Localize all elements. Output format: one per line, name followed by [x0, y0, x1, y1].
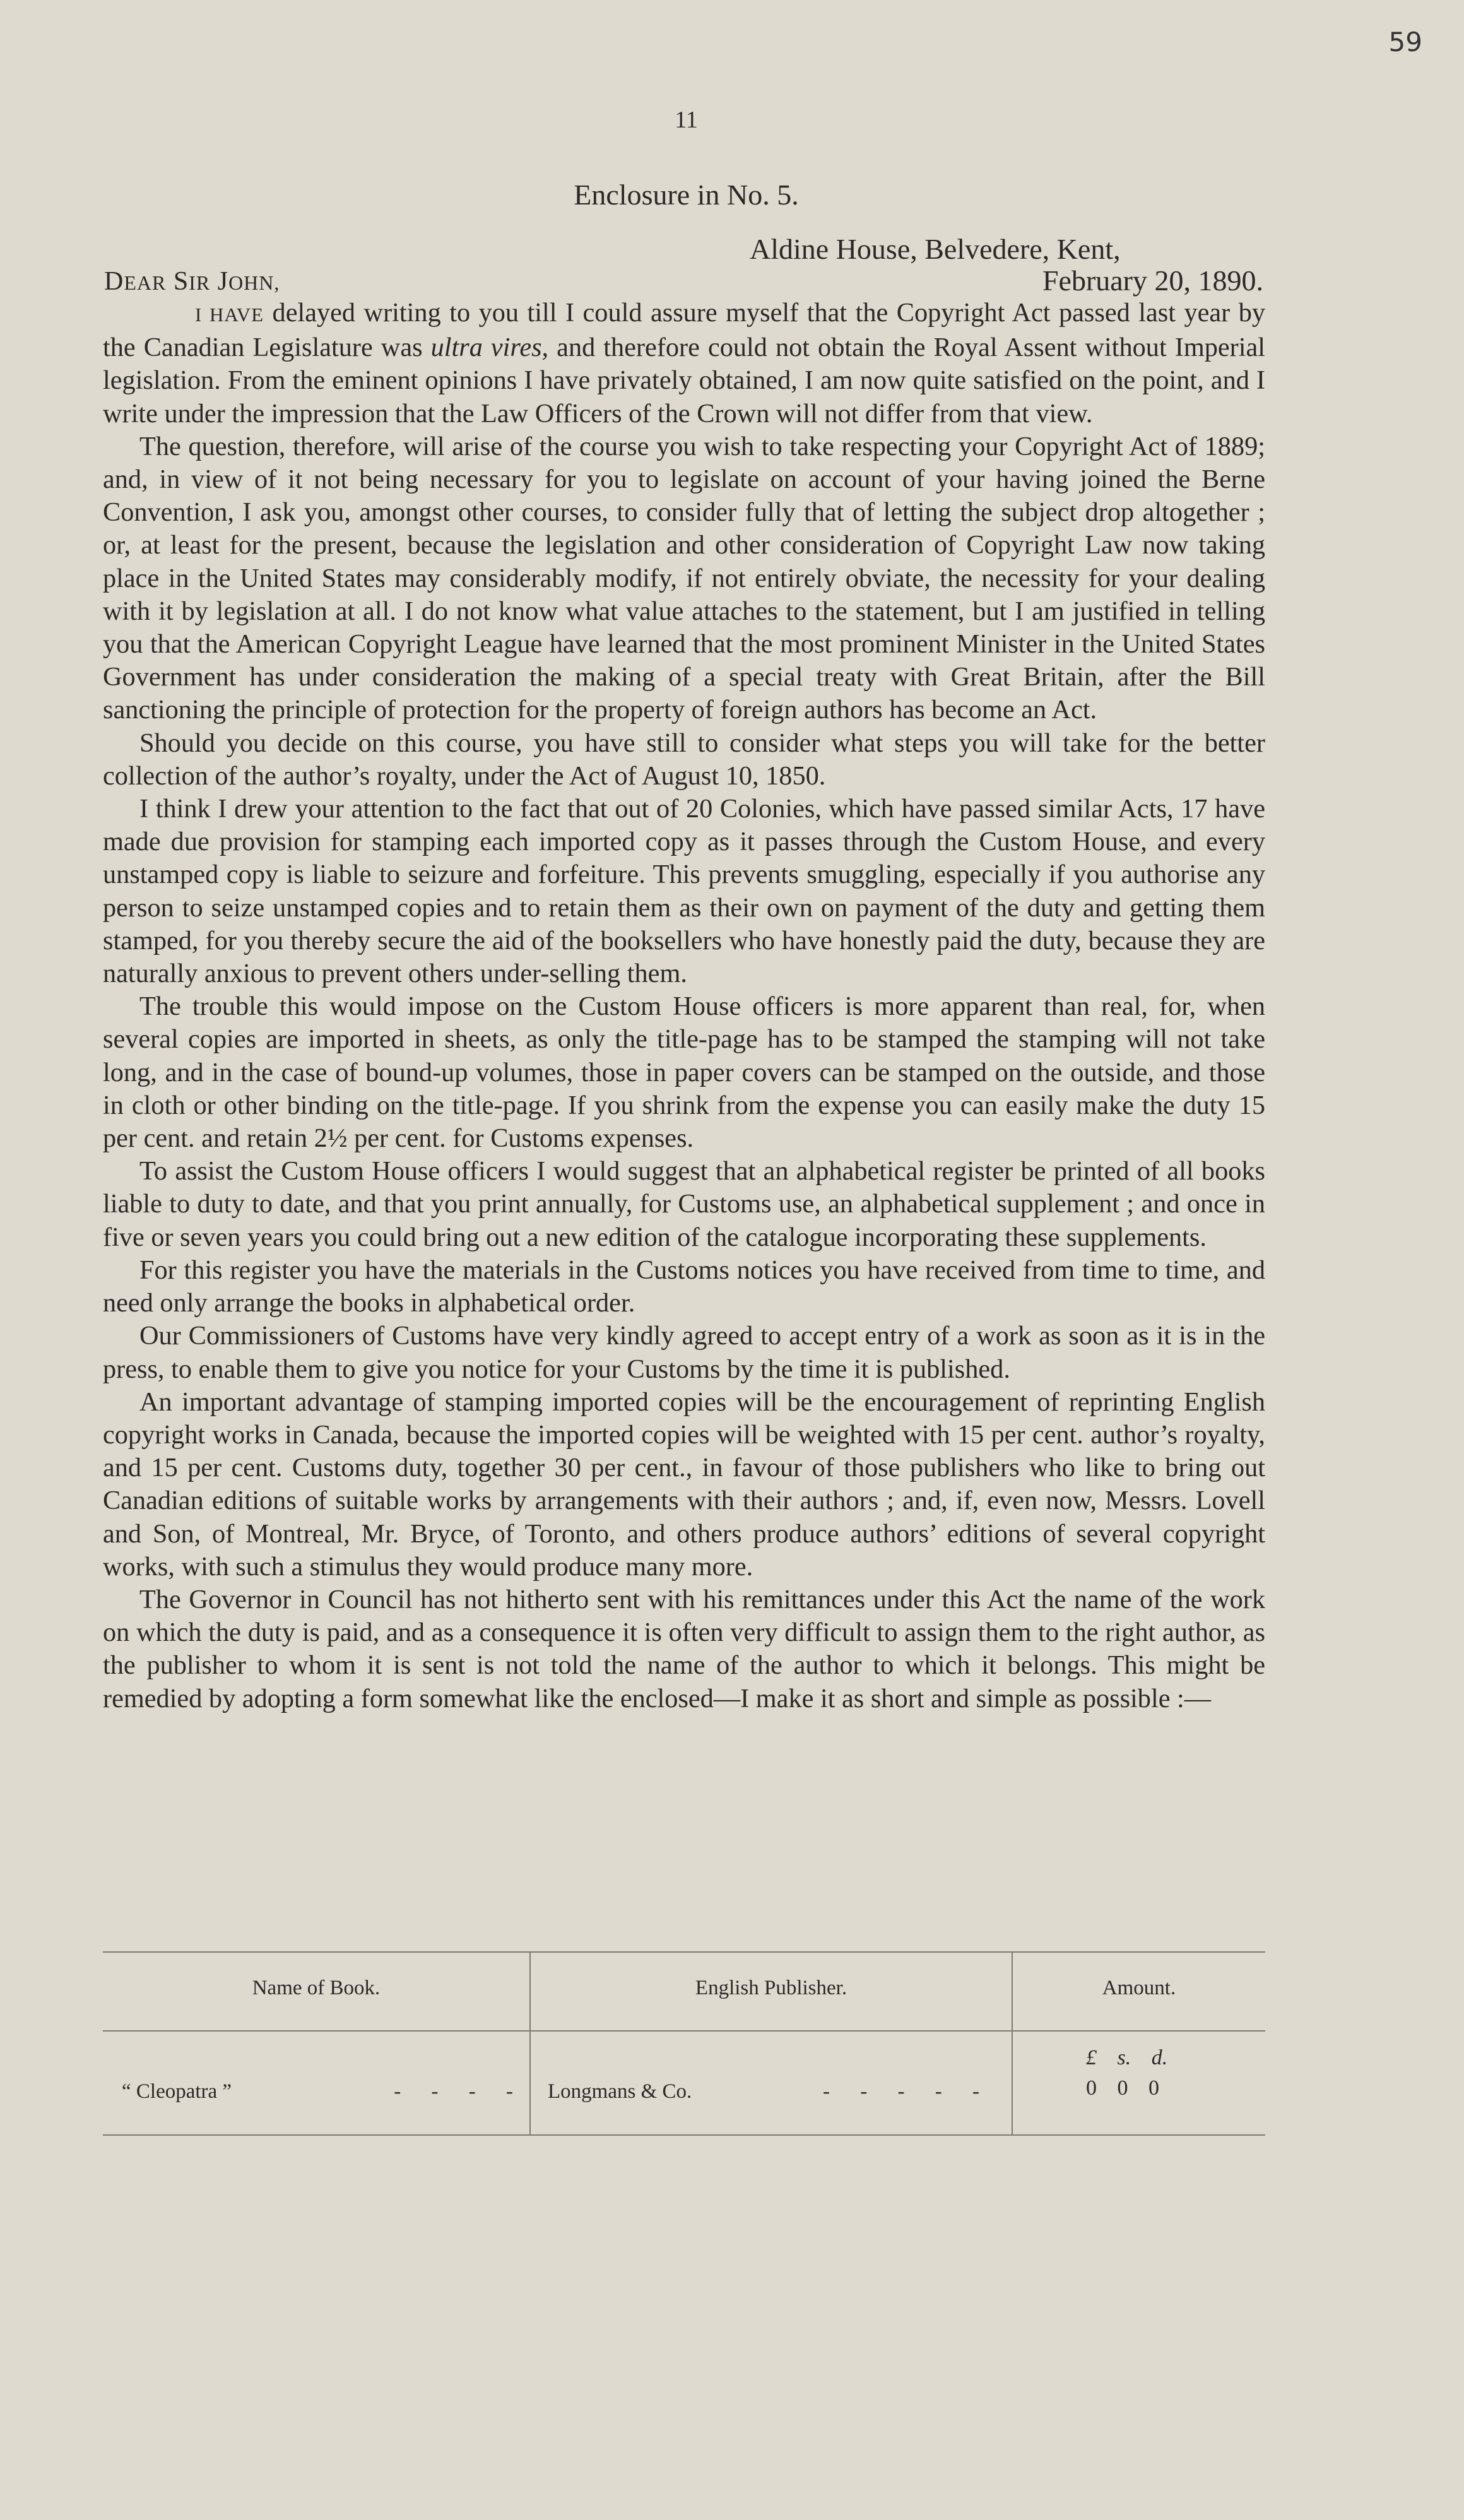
- table-cell-book: [122, 2080, 526, 2103]
- column-header-name-of-book: Name of Book.: [252, 1977, 381, 1999]
- paragraph-8: Our Commissioners of Customs have very kindly agreed to accept entry of a work as soon as it is in the press, to enable them to give you notice for your Customs by the time it is published.: [103, 1321, 1265, 1384]
- salutation-j: J: [217, 267, 229, 296]
- paragraph-5: The trouble this would impose on the Custom House officers is more apparent than real, for, when several copies are imported in sheets, as only the title-page has to be stamped the stamping will not take long, and in the case of bound-up volumes, those in paper covers can be stamped on the outside, and those in cloth or other binding on the title-page. If you shrink from the expense you can easily make the duty 15 per cent. and retain 2½ per cent. for Customs expenses.: [103, 991, 1265, 1154]
- sheet-number: 11: [675, 107, 698, 133]
- form-table: [103, 1951, 1265, 2138]
- salutation-ear: EAR: [124, 271, 167, 294]
- pounds-unit: £: [1086, 2046, 1097, 2069]
- salutation-ir: IR: [189, 271, 211, 294]
- table-rule-top: [103, 1951, 1265, 1953]
- book-title: “ Cleopatra ”: [122, 2080, 232, 2103]
- enclosure-heading: Enclosure in No. 5.: [574, 179, 799, 211]
- paragraph-1-text-b: and therefore could not obtain the Royal Assent without Imperial legislation. From the eminent opinions I have privately obtained, I am now quite satisfied on the point, and I write under the impression that the Law Officers of the Crown will not differ from that view.: [103, 333, 1266, 429]
- publisher-leader-dashes: - - - - -: [823, 2080, 992, 2103]
- paragraph-3: Should you decide on this course, you have still to consider what steps you will take for the better collection of the author’s royalty, under the Act of August 10, 1850.: [103, 728, 1265, 791]
- paragraph-6: To assist the Custom House officers I would suggest that an alphabetical register be printed of all books liable to duty to date, and that you print annually, for Customs use, an alphabetical supplement ; and once in five or seven years you could bring out a new edition of the catalogue incorporating these supplements.: [103, 1156, 1265, 1252]
- table-cell-publisher: [548, 2080, 1002, 2103]
- paragraph-2: The question, therefore, will arise of the course you wish to take respecting your Copyright Act of 1889; and, in view of it not being necessary for you to legislate on account of your having joined the Berne Convention, I ask you, amongst other courses, to consider fully that of letting the subject drop altogether ; or, at least for the present, because the legislation and other consideration of Copyright Law now taking place in the United States may considerably modify, if not entirely obviate, the necessity for your dealing with it by legislation at all. I do not know what value attaches to the statement, but I am justified in telling you that the American Copyright League have learned that the most prominent Minister in the United States Government has under consideration the making of a special treaty with Great Britain, after the Bill sanctioning the principle of protection for the property of foreign authors has become an Act.: [103, 431, 1265, 725]
- letter-date: February 20, 1890.: [1042, 264, 1263, 297]
- table-rule-header: [103, 2030, 1265, 2032]
- paragraph-1-italic: ultra vires,: [430, 333, 549, 363]
- salutation-d: D: [104, 267, 124, 296]
- paragraph-7: For this register you have the materials in the Customs notices you have received from time to time, and need only arrange the books in alphabetical order.: [103, 1255, 1265, 1318]
- pence-unit: d.: [1151, 2046, 1168, 2069]
- paragraph-1-text-a: delayed writing to you till I could assure myself that the Copyright Act passed last year by the Canadian Legislature was: [103, 298, 1265, 363]
- table-cell-amount: 0 0 0: [1086, 2076, 1159, 2100]
- shillings-unit: s.: [1117, 2046, 1131, 2069]
- salutation-ohn: OHN,: [228, 271, 280, 294]
- paragraph-4: I think I drew your attention to the fact that out of 20 Colonies, which have passed similar Acts, 17 have made due provision for stamping each imported copy as it passes through the Custom House, and every unstamped copy is liable to seizure and forfeiture. This prevents smuggling, especially if you authorise any person to seize unstamped copies and to retain them as their own on payment of the duty and getting them stamped, for you thereby secure the aid of the booksellers who have honestly paid the duty, because they are naturally anxious to prevent others under-selling them.: [103, 794, 1265, 989]
- paragraph-1: [103, 297, 1265, 430]
- publisher-name: Longmans & Co.: [548, 2080, 692, 2103]
- opening-caps: I HAVE: [195, 304, 264, 326]
- sender-address: Aldine House, Belvedere, Kent,: [750, 233, 1121, 265]
- paragraph-10: The Governor in Council has not hitherto sent with his remittances under this Act the name of the work on which the duty is paid, and as a consequence it is often very difficult to assign them to the right author, as the publisher to whom it is sent is not told the name of the author to which it belongs. This might be remedied by adopting a form somewhat like the enclosed—I make it as short and simple as possible :—: [103, 1584, 1265, 1713]
- salutation-s: S: [173, 267, 189, 296]
- money-units: [1086, 2046, 1212, 2070]
- column-header-amount: Amount.: [1102, 1977, 1176, 1999]
- salutation: [104, 266, 280, 297]
- column-header-english-publisher: English Publisher.: [695, 1977, 847, 1999]
- book-leader-dashes: - - - -: [394, 2080, 526, 2103]
- page-number: 59: [1388, 27, 1422, 57]
- letter-body: [103, 297, 1265, 1715]
- paragraph-9: An important advantage of stamping imported copies will be the encouragement of reprinting English copyright works in Canada, because the imported copies will be weighted with 15 per cent. author’s royalty, and 15 per cent. Customs duty, together 30 per cent., in favour of those publishers who like to bring out Canadian editions of suitable works by arrangements with their authors ; and, if, even now, Messrs. Lovell and Son, of Montreal, Mr. Bryce, of Toronto, and others produce authors’ editions of several copyright works, with such a stimulus they would produce many more.: [103, 1387, 1265, 1582]
- table-rule-bottom: [103, 2134, 1265, 2136]
